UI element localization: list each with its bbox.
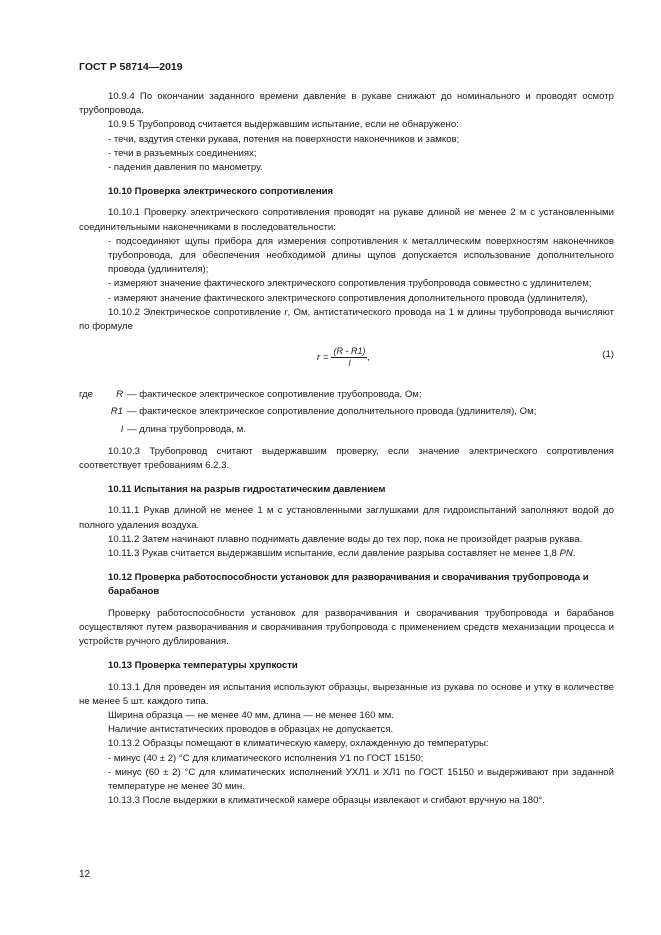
list-item: - измеряют значение фактического электрического сопротивления дополнительного провода (удлинителя),	[108, 292, 588, 304]
where-definition: — фактическое электрическое сопротивление дополнительного провода (удлинителя), Ом;	[127, 406, 537, 418]
paragraph: 10.9.5 Трубопровод считается выдержавшим испытание, если не обнаружено:	[108, 119, 459, 131]
formula-number: (1)	[602, 349, 614, 361]
paragraph: 10.11.1 Рукав длиной не менее 1 м с установленными заглушками для гидроиспытаний заполняют водой до полного удаления воздуха.	[79, 505, 614, 531]
list-item: - течи, вздутия стенки рукава, потения на поверхности наконечников и замков;	[108, 133, 460, 145]
where-definition: — фактическое электрическое сопротивление трубопровода, Ом;	[127, 389, 422, 401]
paragraph: Проверку работоспособности установок для разворачивания и сворачивания трубопровода и барабанов осуществляют путем разворачивания и сворачивания трубопровода с применением средств механизации процесса и устройств ручного дублирования.	[79, 607, 614, 648]
where-symbol: R1	[110, 406, 123, 418]
text: 10.10.2 Электрическое сопротивление	[108, 306, 285, 318]
list-item: - минус (40 ± 2) °С для климатического исполнения У1 по ГОСТ 15150;	[108, 752, 424, 764]
list-item: - минус (60 ± 2) °С для климатических исполнений УХЛ1 и ХЛ1 по ГОСТ 15150 и выдерживают при заданной температуре не менее 30 мин.	[108, 766, 614, 792]
where-symbol: l	[120, 423, 123, 435]
where-list	[79, 388, 614, 437]
spacer	[79, 423, 109, 437]
paragraph: Наличие антистатических проводов в образцах не допускается.	[108, 724, 394, 736]
where-word: где	[79, 389, 94, 401]
paragraph: 10.10.3 Трубопровод считают выдержавшим проверку, если значение электрического сопротивления соответствует требованиям 6.2.3.	[79, 445, 614, 472]
spacer	[79, 405, 109, 419]
list-item: - измеряют значение фактического электрического сопротивления трубопровода совместно с удлинителем;	[108, 278, 592, 290]
formula	[317, 346, 370, 369]
fraction-denominator: l	[348, 358, 351, 369]
symbol-pn: PN	[559, 548, 573, 560]
document-header: ГОСТ Р 58714—2019	[79, 61, 183, 73]
paragraph	[79, 306, 614, 334]
text: , Ом, антистатического провода на 1 м длины трубопровода вычисляют по формуле	[79, 306, 615, 333]
formula-block	[79, 342, 614, 382]
paragraph: 10.10.1 Проверку электрического сопротивления проводят на рукаве длиной не менее 2 м с установленными соединительными наконечниками в последовательности:	[79, 207, 614, 233]
list-item: - течи в разъемных соединениях;	[108, 147, 257, 159]
formula-comma: ,	[367, 351, 371, 363]
spacer	[79, 437, 614, 445]
paragraph: 10.9.4 По окончании заданного времени давление в рукаве снижают до номинального и проводят осмотр трубопровода.	[79, 91, 614, 117]
list-item: - подсоединяют щупы прибора для измерения сопротивления к металлическим поверхностям наконечников трубопровода, для обеспечения необходимой длины щупов допускается использование дополнительного провода (удлинителя);	[108, 235, 614, 276]
paragraph: Ширина образца — не менее 40 мм, длина — не менее 160 мм.	[108, 709, 394, 721]
page-number: 12	[79, 869, 91, 880]
paragraph: 10.13.2 Образцы помещают в климатическую камеру, охлажденную до температуры:	[108, 738, 489, 750]
text: 10.11.3 Рукав считается выдержавшим испытание, если давление разрыва составляет не менее 1,8	[108, 548, 560, 560]
symbol-r: r	[284, 306, 288, 318]
page-body	[79, 90, 614, 808]
where-definition: — длина трубопровода, м.	[127, 423, 246, 435]
section-heading: 10.13 Проверка температуры хрупкости	[108, 660, 298, 672]
list-item: - падения давления по манометру.	[108, 162, 263, 174]
fraction-numerator: (R - R1)	[333, 346, 366, 357]
section-heading: 10.11 Испытания на разрыв гидростатическим давлением	[108, 484, 386, 496]
section-heading: 10.10 Проверка электрического сопротивления	[108, 186, 334, 198]
section-heading: 10.12 Проверка работоспособности установок для разворачивания и сворачивания трубопровода и барабанов	[108, 572, 589, 598]
fraction	[331, 346, 367, 369]
paragraph: 10.13.1 Для проведен ия испытания используют образцы, вырезанные из рукава по основе и утку в количестве не менее 5 шт. каждого типа.	[79, 681, 614, 707]
formula-lhs: r =	[317, 351, 329, 363]
paragraph	[79, 547, 614, 561]
paragraph: 10.13.3 После выдержки в климатической камере образцы извлекают и сгибают вручную на 180°.	[108, 795, 545, 807]
where-symbol: R	[116, 389, 123, 401]
paragraph: 10.11.2 Затем начинают плавно поднимать давление воды до тех пор, пока не произойдет разрыв рукава.	[108, 533, 583, 545]
text: .	[572, 548, 576, 560]
